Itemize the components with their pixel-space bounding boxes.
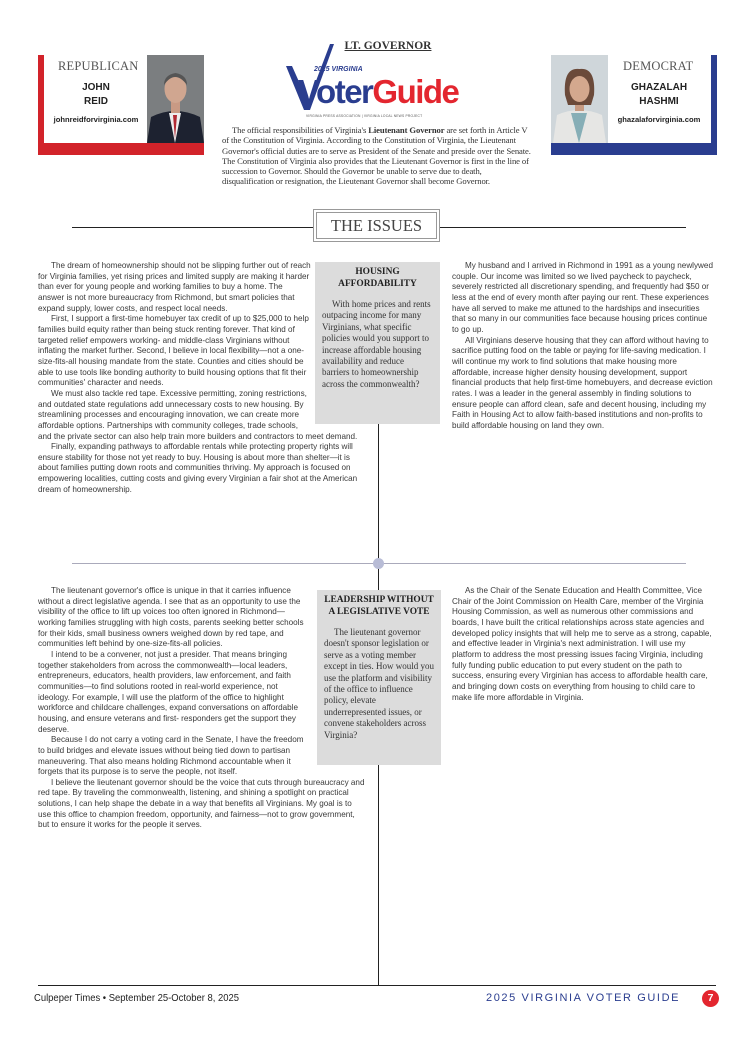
candidate-name bbox=[609, 81, 709, 109]
first-name: GHAZALAH bbox=[630, 82, 688, 93]
red-accent-bar bbox=[38, 55, 44, 155]
question-title: LEADERSHIP WITHOUT A LEGISLATIVE VOTE bbox=[324, 595, 434, 617]
answer-paragraph: All Virginians deserve housing that they can afford without having to sacrifice putting food on the table or paying for life-saving medication. I will continue my work to find solutions that make housing more affordable, increase higher density housing development, support financial products that help first-time homebuyers, and decrease eviction rates. I was a leader in the general assembly in finding solutions to ensure people can afford clean, safe and decent housing, including my Faith in Housing Act to allow faith-based institutions and non-profits to build affordable housing on land they own. bbox=[452, 335, 713, 430]
answer-paragraph: Finally, expanding pathways to affordable rentals while protecting property rights will ensure stability for those not yet ready to buy. Housing is about more than shelter—it is about families putting down roots and communities thriving. My approach is focused on empowering localities, cutting costs and giving every Virginian a fair shot at the American dream of homeownership. bbox=[38, 442, 358, 494]
publication-info: Culpeper Times • September 25-October 8, 2025 bbox=[34, 992, 240, 1004]
question-box-housing bbox=[315, 262, 440, 424]
blue-accent-bar-bottom bbox=[551, 143, 717, 155]
section-title: 2025 VIRGINIA VOTER GUIDE bbox=[486, 992, 681, 1004]
office-title: LT. GOVERNOR bbox=[344, 40, 432, 52]
candidate-photo bbox=[147, 55, 204, 143]
logo-voter: Voter bbox=[298, 73, 373, 110]
last-name: HASHMI bbox=[639, 96, 679, 107]
red-accent-bar-bottom bbox=[38, 143, 204, 155]
answer-paragraph: The lieutenant governor's office is unique in that it carries influence without a direct legislative agenda. I see that as an opportunity to use the visibility of the office to lift up voices too often ignored in Richmond—working families struggling with high costs, parents seeking better schools for their kids, small business owners weighed down by red tape, and communities left behind by one-size-fits-all policies. bbox=[38, 586, 304, 649]
column-divider bbox=[378, 765, 379, 985]
column-divider bbox=[378, 566, 379, 590]
logo-year: 2025 VIRGINIA bbox=[314, 66, 363, 73]
candidate-name bbox=[46, 81, 146, 109]
answer-paragraph: I believe the lieutenant governor should be the voice that cuts through bureaucracy and red tape. By traveling the commonwealth, listening, and shining a spotlight on practical solutions, I can help shape the debate in a way that benefits all Virginians. My goal is to use this office to champion freedom, opportunity, and fairness—not to grow government, but to ensure it works for the people it serves. bbox=[38, 777, 365, 830]
column-divider bbox=[378, 424, 379, 560]
party-label: DEMOCRAT bbox=[623, 59, 694, 73]
blue-accent-bar bbox=[711, 55, 717, 155]
answer-paragraph: Because I do not carry a voting card in the Senate, I have the freedom to build bridges and elevate issues without being tied down to partisan maneuvering. That also means holding Richmond accountable when it forgets that its purpose is to serve the people, not itself. bbox=[38, 735, 304, 777]
voter-guide-logo bbox=[284, 44, 464, 124]
democrat-answer-leadership bbox=[452, 586, 714, 703]
question-box-leadership bbox=[317, 590, 441, 765]
candidate-website[interactable]: johnreidforvirginia.com bbox=[53, 115, 139, 124]
answer-paragraph: I intend to be a convener, not just a presider. That means bringing together stakeholders from across the commonwealth—local leaders, entrepreneurs, educators, health providers, law enforcement, and faith communities—to find solutions rooted in real-world experience, not ideology. For example, I will use the platform of the office to highlight workforce and childcare challenges, expand conversations on affordable housing, and ensure veterans and first- responders get the support they deserve. bbox=[38, 649, 299, 734]
intro-paragraph bbox=[222, 125, 534, 187]
answer-paragraph: As the Chair of the Senate Education and Health Committee, Vice Chair of the Joint Commission on Health Care, member of the Virginia Housing Commission, as well as numerous other commissions and boards, I have built the critical relationships across state agencies and developed policy insights that will help me to serve as a strong, capable, and effective leader in Virginia's next administration. I will use my platform to address the most pressing issues facing Virginia, including fully funding public education to put every student on the path to success, ensuring every Virginian has access to affordable health care, and bringing down costs on everything from housing to child care to make life more affordable in Virginia. bbox=[452, 586, 712, 702]
page-number: 7 bbox=[702, 990, 719, 1007]
footer-rule bbox=[38, 985, 716, 986]
republican-candidate-card bbox=[38, 55, 204, 155]
issues-header: THE ISSUES bbox=[316, 212, 437, 239]
issues-header-box bbox=[313, 209, 440, 242]
logo-subline: VIRGINIA PRESS ASSOCIATION | VIRGINIA LOCAL NEWS PROJECT bbox=[306, 114, 423, 118]
question-title: HOUSING AFFORDABILITY bbox=[338, 267, 417, 289]
democrat-answer-housing bbox=[452, 261, 714, 432]
answer-paragraph: First, I support a first-time homebuyer tax credit of up to $25,000 to help families build equity rather than being stuck renting forever. That kind of targeted relief empowers working- and middle-class Virginians without inflating the market further. Second, I believe in local flexibility—not a one-size-fits-all housing mandate from the state. Counties and cities should be able to use tools like bonding authority to build housing options that fit their communities' character and needs. bbox=[38, 314, 309, 388]
question-text: With home prices and rents outpacing income for many Virginians, what specific policies would you support to increase affordable housing availability and reduce barriers to homeownership across the commonwealth? bbox=[322, 299, 431, 389]
democrat-candidate-card bbox=[551, 55, 717, 155]
divider-dot bbox=[373, 558, 384, 569]
question-text: The lieutenant governor doesn't sponsor legislation or serve as a voting member except in ties. How would you use the platform and visibility of the office to influence policy, elevate underrepresented issues, or convene stakeholders across Virginia? bbox=[324, 627, 434, 740]
intro-text: are set forth in Article V of the Constitution of Virginia. According to the Constitution of Virginia, the Lieutenant Governor's official duties are to serve as President of the Senate and preside over the Senate. The Constitution of Virginia also provides that the Lieutenant Governor is first in the line of succession to Governor. Should the Governor be unable to serve due to death, disqualification or resignation, the Lieutenant Governor shall become Governor. bbox=[222, 125, 531, 187]
candidate-photo bbox=[551, 55, 608, 143]
logo-wordmark bbox=[298, 75, 458, 108]
answer-paragraph: We must also tackle red tape. Excessive permitting, zoning restrictions, and outdated state regulations add unnecessary costs to new housing. By streamlining processes and encouraging innovation, we can create more affordable options. Partnerships with community colleges, trade schools, and the private sector can also help train more builders and contractors to meet demand. bbox=[38, 388, 358, 441]
divider bbox=[72, 227, 314, 228]
divider bbox=[440, 227, 686, 228]
last-name: REID bbox=[84, 96, 108, 107]
answer-paragraph: The dream of homeownership should not be slipping further out of reach for Virginia families, yet rising prices and limited supply are making it harder than ever for young people and working families to buy a home. The answer is not more bureaucracy from Richmond, but smart policies that expand supply, lower costs, and respect local needs. bbox=[38, 261, 311, 313]
intro-text: The official responsibilities of Virginia's bbox=[232, 125, 369, 135]
intro-bold: Lieutenant Governor bbox=[368, 125, 445, 135]
party-label: REPUBLICAN bbox=[58, 59, 139, 73]
first-name: JOHN bbox=[82, 82, 110, 93]
logo-guide: Guide bbox=[372, 73, 459, 110]
candidate-website[interactable]: ghazalaforvirginia.com bbox=[617, 115, 701, 124]
answer-paragraph: My husband and I arrived in Richmond in 1991 as a young newlywed couple. Our income was limited so we lived paycheck to paycheck, severely restricted all discretionary spending, and frequently had $50 or less at the end of every month after paying our rent. These experiences have all served to make me attuned to the hardships and insecurities that so many in our communities face because housing prices continue to go up. bbox=[452, 261, 713, 334]
